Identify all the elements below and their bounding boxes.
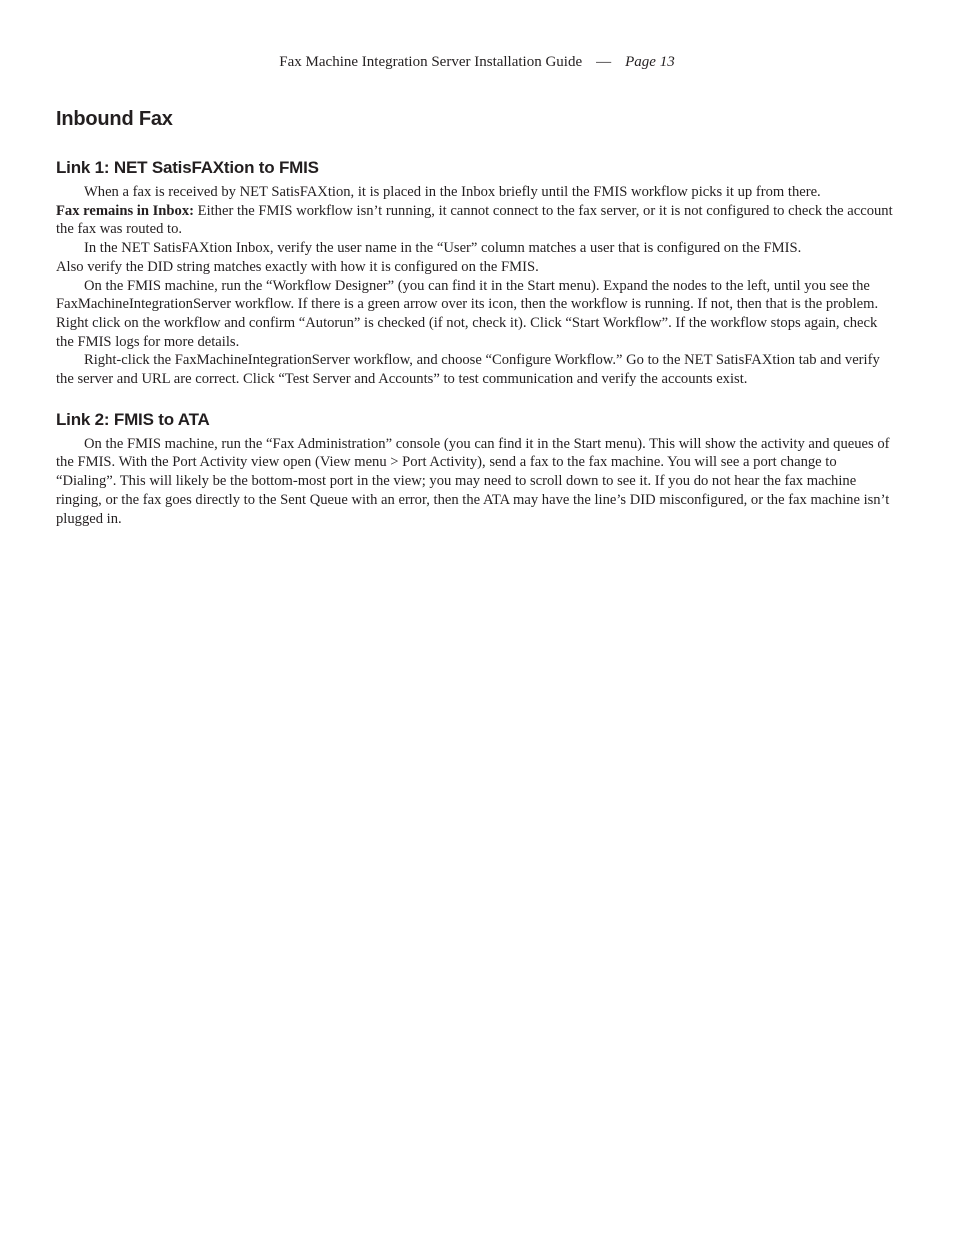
paragraph: Right-click the FaxMachineIntegrationServer workflow, and choose “Configure Workflow.” Go to the NET SatisFAXtion tab and verify the server and URL are correct. Click “Test Server and Accounts” to test communication and verify the accounts exist.	[56, 352, 880, 388]
header-separator: —	[596, 54, 612, 70]
paragraph: On the FMIS machine, run the “Workflow Designer” (you can find it in the Start menu). Expand the nodes to the left, until you see the FaxMachineIntegrationServer workflow. If there is a green arrow over its icon, then the workflow is running. If not, then that is the problem. Right click on the workflow and confirm “Autorun” is checked (if not, check it). Click “Start Workflow”. If the workflow stops again, check the FMIS logs for more details.	[56, 277, 879, 350]
header-page-number: Page 13	[625, 54, 675, 70]
paragraph-lead: Fax remains in Inbox:	[56, 202, 194, 219]
paragraph-text: Either the FMIS workflow isn’t running, it cannot connect to the fax server, or it is not configured to check the account the fax was routed to.	[56, 202, 893, 238]
subsection-title: Link 1: NET SatisFAXtion to FMIS	[56, 158, 319, 177]
paragraph: When a fax is received by NET SatisFAXtion, it is placed in the Inbox briefly until the FMIS workflow picks it up from there.	[84, 184, 821, 200]
paragraph: On the FMIS machine, run the “Fax Administration” console (you can find it in the Start menu). This will show the activity and queues of the FMIS. With the Port Activity view open (View menu > Port Activity), send a fax to the fax machine. You will see a port change to “Dialing”. This will likely be the bottom-most port in the view; you may need to scroll down to see it. If you do not hear the fax machine ringing, or the fax goes directly to the Sent Queue with an error, then the ATA may have the line’s DID misconfigured, or the fax machine isn’t plugged in.	[56, 435, 890, 527]
section-heading: Inbound Fax	[56, 108, 173, 130]
section-link-1	[56, 157, 898, 389]
header-doc-title: Fax Machine Integration Server Installation Guide	[279, 54, 583, 70]
paragraph	[56, 202, 898, 239]
paragraph: In the NET SatisFAXtion Inbox, verify the user name in the “User” column matches a user that is configured on the FMIS.	[84, 240, 802, 257]
running-header	[56, 52, 898, 72]
paragraph: Also verify the DID string matches exactly with how it is configured on the FMIS.	[56, 258, 539, 275]
section-link-2	[56, 409, 898, 529]
document-body	[56, 105, 898, 528]
subsection-title: Link 2: FMIS to ATA	[56, 409, 210, 429]
